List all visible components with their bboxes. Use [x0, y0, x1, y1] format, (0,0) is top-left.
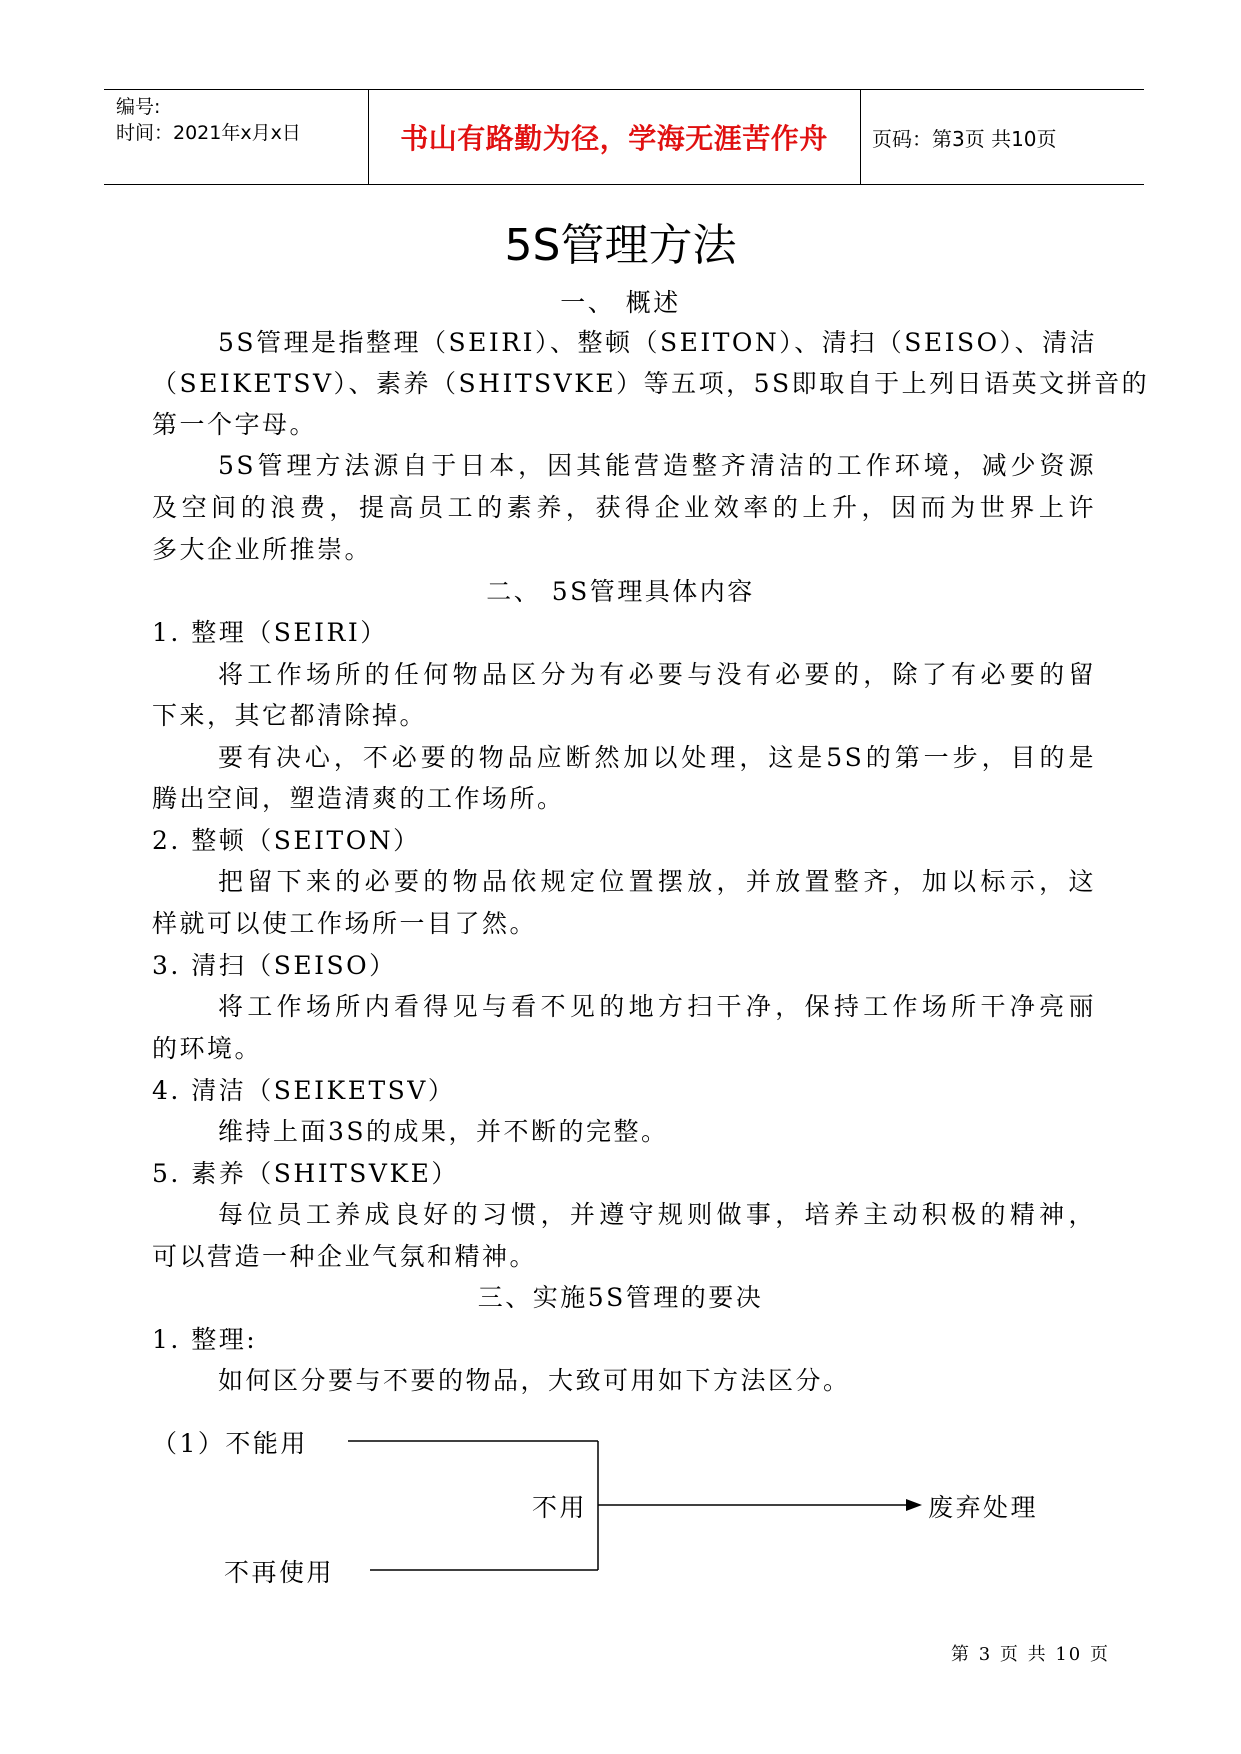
diagram-item: （1）不能用 — [152, 1429, 308, 1458]
paragraph-line: 腾出空间，塑造清爽的工作场所。 — [152, 784, 565, 813]
paragraph-line: 维持上面3S的成果，并不断的完整。 — [218, 1117, 669, 1146]
paragraph-line: 第一个字母。 — [152, 410, 318, 439]
number-label: 编号: — [116, 96, 161, 118]
paragraph-line: 将工作场所的任何物品区分为有必要与没有必要的，除了有必要的留 — [218, 660, 1096, 689]
item-title: 4. 清洁（SEIKETSV） — [152, 1076, 456, 1105]
header-meta — [116, 94, 301, 146]
paragraph-line: （SEIKETSV）、素养（SHITSVKE）等五项，5S即取自于上列日语英文拼音的 — [152, 369, 1150, 398]
paragraph-line: 如何区分要与不要的物品，大致可用如下方法区分。 — [218, 1366, 851, 1395]
header-divider — [860, 90, 861, 184]
time-label: 时间：2021年x月x日 — [116, 122, 301, 144]
header-table — [104, 89, 1144, 185]
paragraph-line: 下来，其它都清除掉。 — [152, 701, 428, 730]
motto: 书山有路勤为径，学海无涯苦作舟 — [400, 122, 828, 155]
diagram-result-label: 废弃处理 — [928, 1493, 1039, 1522]
item-title: 2. 整顿（SEITON） — [152, 826, 421, 855]
paragraph-line: 要有决心，不必要的物品应断然加以处理，这是5S的第一步，目的是 — [218, 743, 1096, 772]
item-title: 3. 清扫（SEISO） — [152, 951, 397, 980]
item-title: 1. 整理: — [152, 1325, 258, 1354]
section-heading: 二、 5S管理具体内容 — [486, 577, 755, 606]
item-title: 1. 整理（SEIRI） — [152, 618, 388, 647]
paragraph-line: 5S管理方法源自于日本，因其能营造整齐清洁的工作环境，减少资源 — [218, 451, 1096, 480]
diagram-middle-label: 不用 — [532, 1493, 588, 1522]
page-footer: 第 3 页 共 10 页 — [951, 1644, 1110, 1665]
paragraph-line: 多大企业所推崇。 — [152, 535, 373, 564]
diagram-item: 不再使用 — [224, 1558, 335, 1587]
section-heading: 三、实施5S管理的要决 — [477, 1283, 764, 1312]
item-title: 5. 素养（SHITSVKE） — [152, 1159, 459, 1188]
arrow-head-icon — [906, 1499, 922, 1511]
paragraph-line: 把留下来的必要的物品依规定位置摆放，并放置整齐，加以标示，这 — [218, 867, 1096, 896]
paragraph-line: 的环境。 — [152, 1034, 263, 1063]
paragraph-line: 每位员工养成良好的习惯，并遵守规则做事，培养主动积极的精神， — [218, 1200, 1096, 1229]
paragraph-line: 可以营造一种企业气氛和精神。 — [152, 1242, 538, 1271]
paragraph-line: 5S管理是指整理（SEIRI）、整顿（SEITON）、清扫（SEISO）、清洁 — [218, 328, 1098, 357]
paragraph-line: 及空间的浪费，提高员工的素养，获得企业效率的上升，因而为世界上许 — [152, 493, 1096, 522]
section-heading: 一、 概述 — [560, 288, 681, 317]
header-page-info: 页码：第3页 共10页 — [872, 126, 1057, 151]
paragraph-line: 将工作场所内看得见与看不见的地方扫干净，保持工作场所干净亮丽 — [218, 992, 1096, 1021]
page-title: 5S管理方法 — [504, 220, 737, 271]
paragraph-line: 样就可以使工作场所一目了然。 — [152, 909, 538, 938]
